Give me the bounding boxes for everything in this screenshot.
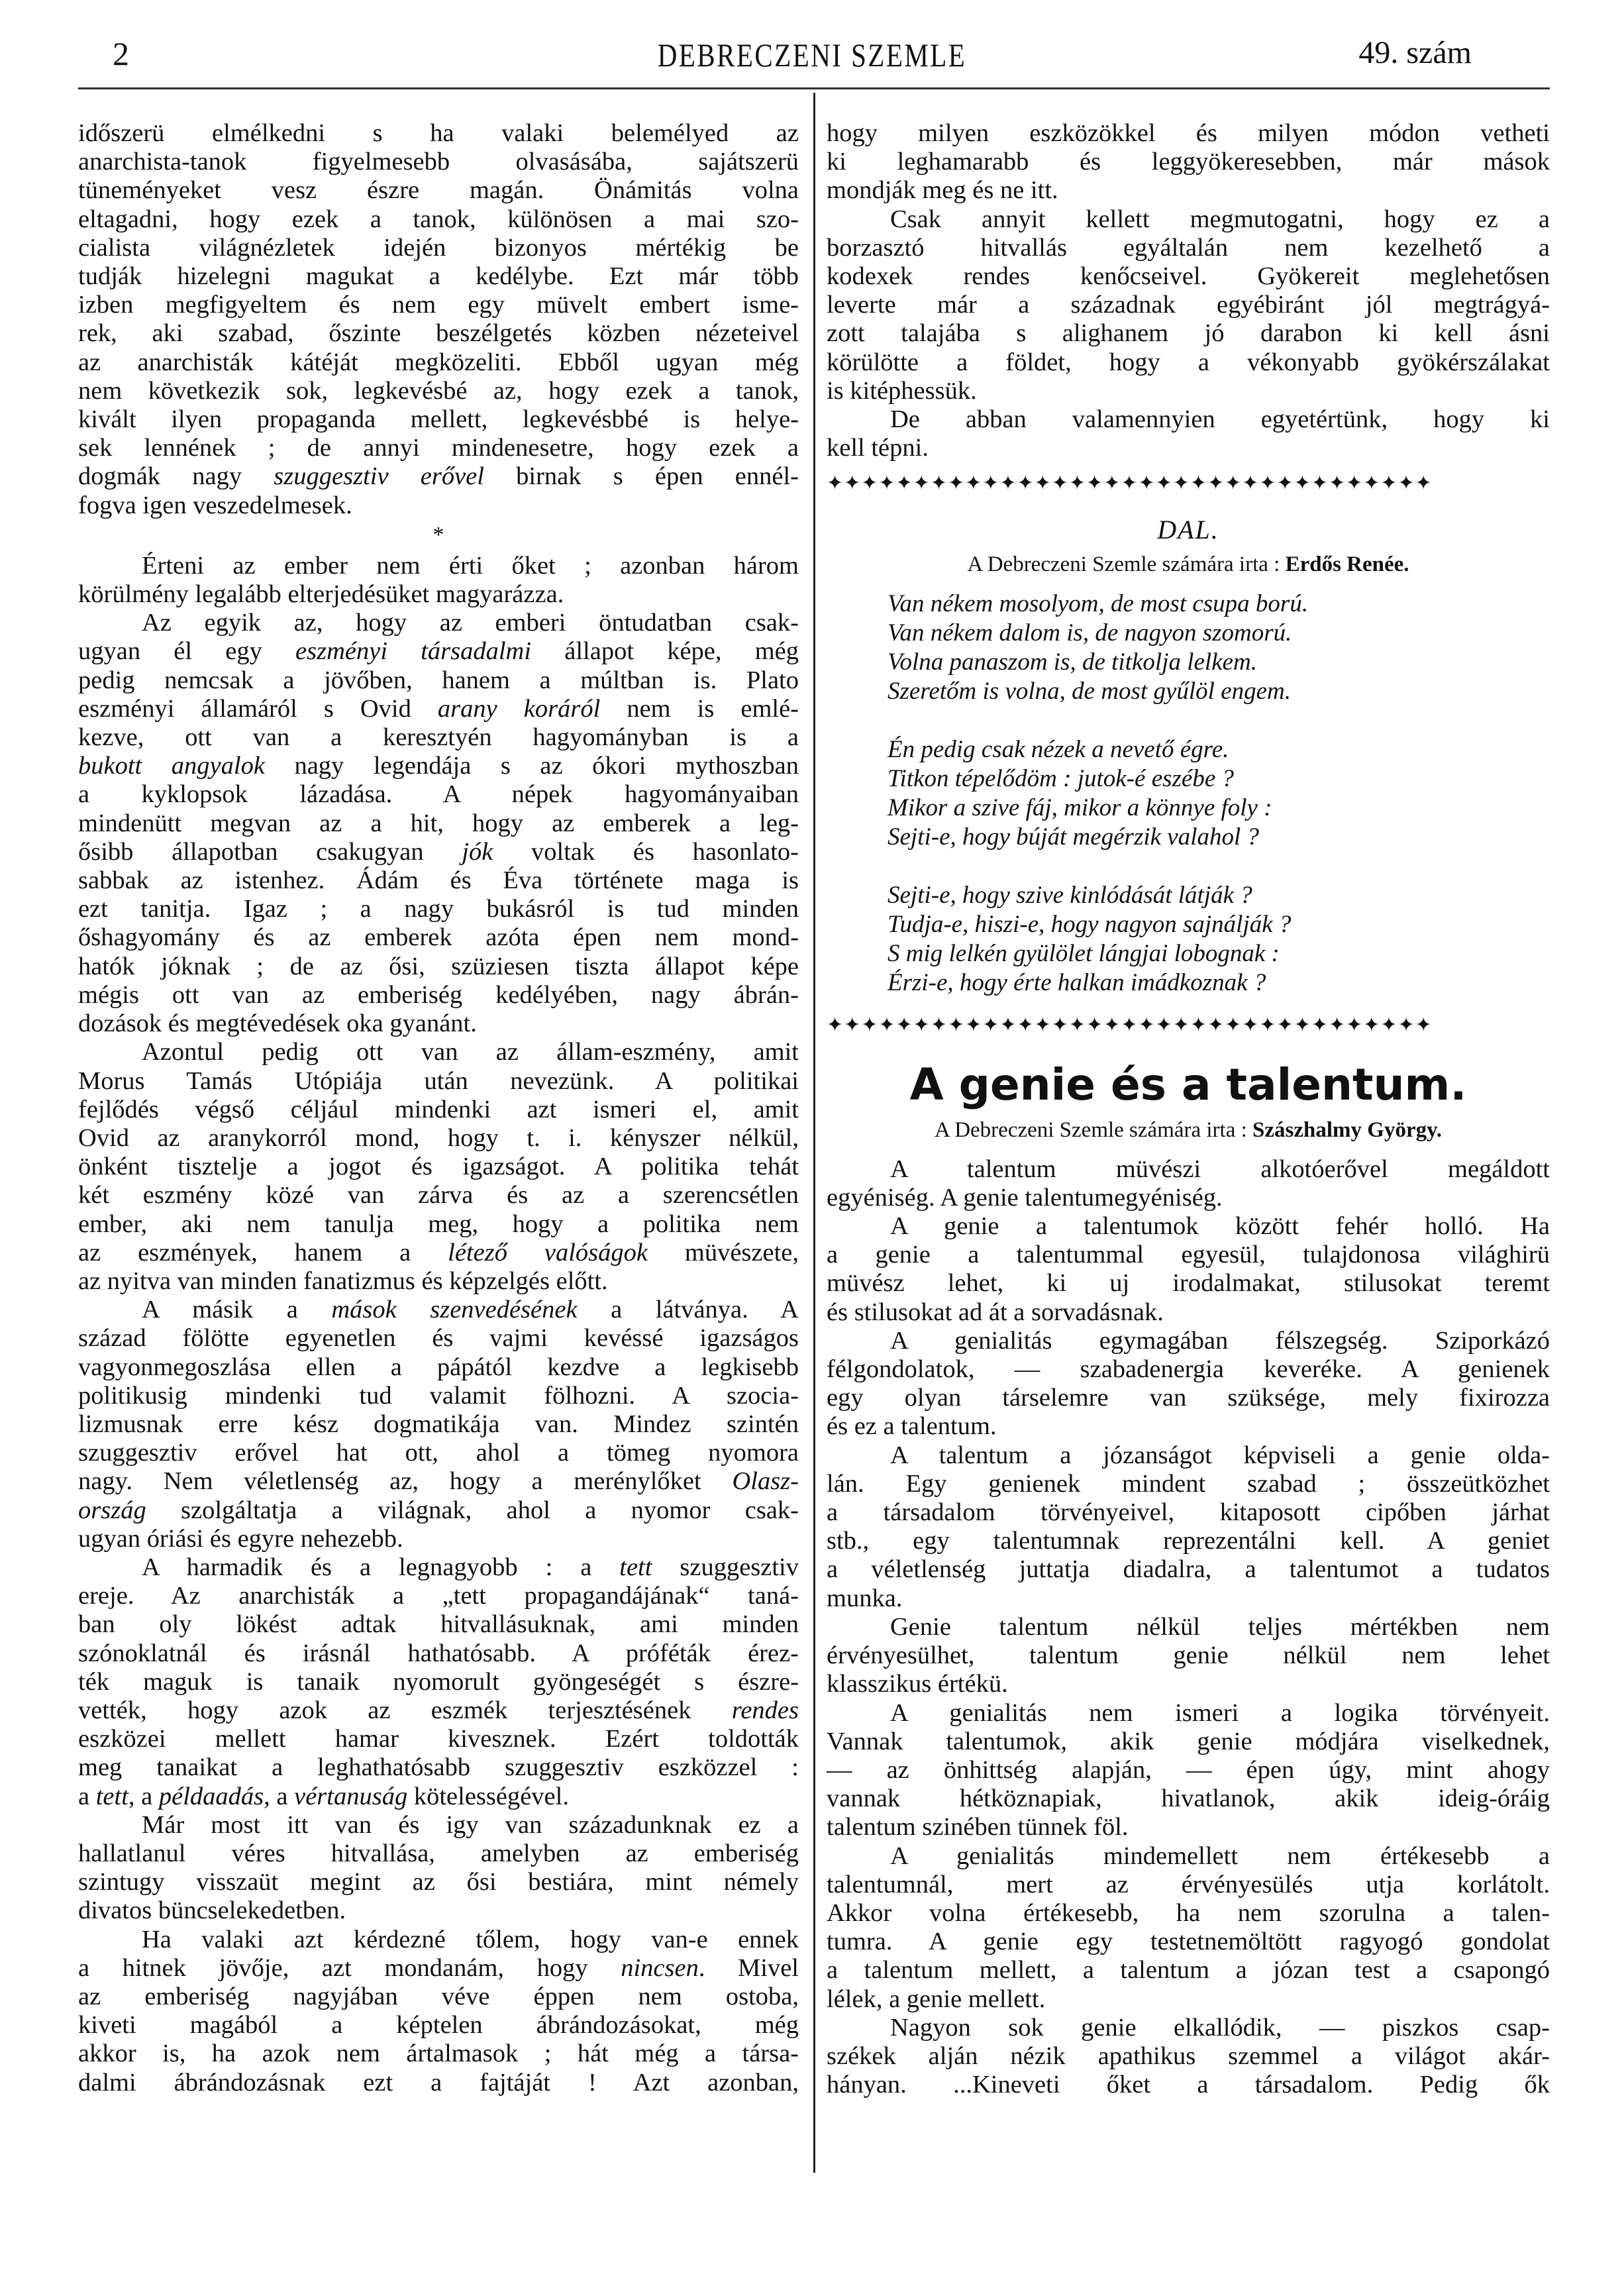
text-line: egyéniség. A genie talentumegyéniség. (827, 1183, 1223, 1212)
article-title: A genie és a talentum. (909, 1059, 1467, 1110)
text-line: és stilusokat ad át a sorvadásnak. (827, 1298, 1164, 1326)
right-column (827, 119, 1550, 2099)
poem-stanza (888, 590, 1550, 706)
byline-prefix: A Debreczeni Szemle számára irta : (967, 552, 1280, 576)
text-line: Csak annyit kellett megmutogatni, hogy ez a (890, 205, 1550, 233)
article-section (827, 1059, 1550, 2100)
text-line: divatos büncselekedetben. (78, 1896, 346, 1925)
text-line: stb., egy talentumnak reprezentálni kell. A geniet (827, 1527, 1550, 1555)
text-line: eszményi államáról s Ovid arany koráról nem is emlé- (78, 694, 799, 723)
paragraph (827, 1441, 1550, 1613)
text-line: szuggesztiv erővel hat ott, ahol a tömeg nyomora (78, 1439, 799, 1467)
text-line: Ovid az aranykorról mond, hogy t. i. kényszer nélkül, (78, 1123, 799, 1152)
poem-line: Érzi-e, hogy érte halkan imádkoznak ? (888, 968, 1266, 996)
ornament-divider: ✦✦✦✦✦✦✦✦✦✦✦✦✦✦✦✦✦✦✦✦✦✦✦✦✦✦✦✦✦✦✦✦✦✦✦ (827, 1013, 1433, 1036)
text-line: bukott angyalok nagy legendája s az ókori mythoszban (78, 752, 799, 780)
text-line: — az önhittség alapján, — épen úgy, mint ahogy (827, 1755, 1550, 1784)
text-line: A másik a mások szenvedésének a látványa. A (142, 1296, 799, 1324)
paragraph (78, 1296, 799, 1553)
text-line: hányan. ...Kineveti őket a társadalom. Pedig ők (827, 2071, 1550, 2099)
text-line: Az egyik az, hogy az emberi öntudatban csak- (142, 609, 799, 637)
paragraph (827, 119, 1550, 205)
text-line: vagyonmegoszlása ellen a pápától kezdve a legkisebb (78, 1353, 799, 1381)
text-line: Már most itt van és igy van századunknak ez a (142, 1810, 799, 1839)
text-line: század fölötte egyenetlen és vajmi kevéssé igazságos (78, 1324, 799, 1353)
text-line: sek lennének ; de annyi mindenesetre, hogy ezek a (78, 434, 799, 462)
text-line: mindenütt megvan az a hit, hogy az emberek a leg- (78, 809, 799, 837)
paragraph (827, 1155, 1550, 1212)
text-line: tüneményeket vesz észre magán. Önámitás volna (78, 176, 799, 205)
text-line: hatók jóknak ; de az ősi, szüziesen tiszta állapot képe (78, 952, 799, 980)
paragraph (78, 1038, 799, 1296)
text-line: talentum szinében tünnek föl. (827, 1813, 1129, 1841)
text-line: körülmény legalább elterjedésüket magyarázza. (78, 580, 564, 609)
text-line: Nagyon sok genie elkallódik, — piszkos csap- (890, 2013, 1550, 2042)
text-line: őshagyomány és az emberek azóta épen nem mond- (78, 923, 799, 952)
text-line: a genie a talentummal egyesül, tulajdonosa világhirü (827, 1241, 1550, 1269)
poem-line: Tudja-e, hiszi-e, hogy nagyon sajnálják ? (888, 910, 1292, 938)
text-line: fogva igen veszedelmesek. (78, 491, 352, 519)
text-line: A genialitás nem ismeri a logika törvényeit. (890, 1698, 1550, 1727)
text-line: a hitnek jövője, azt mondanám, hogy nincsen. Mivel (78, 1953, 799, 1982)
text-line: klasszikus értékü. (827, 1670, 1008, 1698)
text-line: időszerü elmélkedni s ha valaki belemélyed az (78, 119, 799, 147)
text-line: ugyan óriási és egyre nehezebb. (78, 1524, 403, 1553)
text-line: munka. (827, 1584, 903, 1612)
paragraph (78, 1553, 799, 1811)
text-line: A talentum a józanságot képviseli a genie olda- (890, 1441, 1550, 1469)
poem-body (888, 590, 1550, 998)
paragraph (827, 1699, 1550, 1842)
text-line: eltagadni, hogy ezek a tanok, különösen a mai szo- (78, 205, 799, 233)
text-line: az anarchisták kátéját megközeliti. Ebből ugyan még (78, 348, 799, 376)
text-line: lizmusnak erre kész dogmatikája van. Mindez szintén (78, 1410, 799, 1438)
text-line: ősibb állapotban csakugyan jók voltak és hasonlato- (78, 837, 799, 866)
text-line: ember, aki nem tanulja meg, hogy a politika nem (78, 1210, 799, 1238)
paragraph (78, 119, 799, 520)
poem-line: Szeretőm is volna, de most gyűlöl engem. (888, 677, 1292, 705)
paragraph (827, 1613, 1550, 1699)
text-line: a tett, a példaadás, a vértanuság kötelességével. (78, 1782, 569, 1810)
text-line: két eszmény közé van zárva és az a szerencsétlen (78, 1181, 799, 1210)
text-line: izben megfigyeltem és nem egy müvelt embert isme- (78, 291, 799, 319)
text-line: a talentum mellett, a talentum a józan test a csapongó (827, 1956, 1550, 1985)
text-line: az eszmények, hanem a létező valóságok müvészete, (78, 1238, 799, 1267)
text-line: fejlődés végső céljául mindenki azt ismeri el, amit (78, 1095, 799, 1123)
text-line: kodexek rendes kenőcseivel. Gyökereit meglehetősen (827, 262, 1550, 291)
text-line: ban oly lökést adtak hitvallásuknak, ami minden (78, 1610, 799, 1639)
paragraph (78, 1811, 799, 1926)
text-line: nem következik sok, legkevésbé az, hogy ezek a tanok, (78, 376, 799, 405)
text-line: müvész lehet, ki uj irodalmakat, stilusokat teremt (827, 1269, 1550, 1298)
text-line: lélek, a genie mellett. (827, 1985, 1046, 2013)
text-line: dalmi ábrándozásnak ezt a fajtáját ! Azt azonban, (78, 2068, 799, 2097)
poem-line: Mikor a szive fáj, mikor a könnye foly : (888, 794, 1272, 821)
text-line: Érteni az ember nem érti őket ; azonban három (142, 551, 799, 580)
text-line: A genialitás mindemellett nem értékesebb a (890, 1841, 1550, 1870)
text-line: borzasztó hitvallás egyáltalán nem kezelhető a (827, 233, 1550, 262)
text-line: az emberiség nagyjában véve éppen nem ostoba, (78, 1983, 799, 2010)
poem-line: Titkon tépelődöm : jutok-é eszébe ? (888, 764, 1235, 792)
text-line: kiveti magából a képtelen ábrándozásokat, még (78, 2011, 799, 2040)
text-line: A talentum müvészi alkotóerővel megáldott (890, 1155, 1550, 1183)
page-header (0, 34, 1624, 81)
paragraph (827, 405, 1550, 462)
paragraph (827, 1842, 1550, 2014)
text-line: meg tanaikat a leghathatósabb szuggesztiv eszközzel : (78, 1753, 799, 1782)
text-line: kell tépni. (827, 434, 929, 462)
text-line: rek, aki szabad, őszinte beszélgetés közben nézeteivel (78, 319, 799, 348)
text-line: a társadalom törvényeivel, kitaposott cipőben járhat (827, 1498, 1550, 1527)
text-line: eszközei mellett hamar kivesznek. Ezért toldották (78, 1725, 799, 1753)
text-line: pedig nemcsak a jövőben, hanem a múltban is. Plato (78, 666, 799, 694)
paragraph (78, 609, 799, 1038)
column-divider (813, 93, 815, 2173)
text-line: lán. Egy genienek mindent szabad ; összeütközhet (827, 1469, 1550, 1498)
text-line: mégis ott van az emberiség kedélyében, nagy ábrán- (78, 980, 799, 1009)
text-line: ték maguk is tanaik nyomorult gyöngeségét s észre- (78, 1667, 799, 1696)
text-line: Akkor volna értékesebb, ha nem szorulna a talen- (827, 1898, 1550, 1927)
paragraph (827, 205, 1550, 405)
text-line: szónoklatnál és irásnál hathatósabb. A próféták érez- (78, 1639, 799, 1667)
text-line: a kyklopsok lázadása. A népek hagyományaiban (78, 780, 799, 809)
text-line: dozások és megtévedések oka gyanánt. (78, 1010, 477, 1038)
text-line: egy olyan társelemre van szüksége, mely fixirozza (827, 1384, 1550, 1412)
poem-stanza (888, 881, 1550, 998)
text-line: Azontul pedig ott van az állam-eszmény, amit (142, 1038, 799, 1066)
article-continuation (827, 119, 1550, 462)
poem-stanza (888, 735, 1550, 852)
paragraph (827, 1212, 1550, 1327)
text-line: leverte már a századnak egyébiránt jól megtrágyá- (827, 291, 1550, 319)
text-line: ki leghamarabb és leggyökeresebben, már mások (827, 148, 1550, 176)
paragraph (78, 1926, 799, 2097)
poem-line: Én pedig csak nézek a nevető égre. (888, 735, 1229, 763)
poem-line: Van nékem dalom is, de nagyon szomorú. (888, 619, 1292, 647)
text-line: tudják hizelegni magukat a kedélybe. Ezt már több (78, 262, 799, 291)
text-line: akkor is, ha azok nem ártalmasok ; hát még a társa- (78, 2040, 799, 2068)
text-line: nagy. Nem véletlenség az, hogy a merénylőket Olasz- (78, 1467, 799, 1496)
text-line: kezve, ott van a keresztyén hagyományban is a (78, 723, 799, 752)
text-line: ugyan él egy eszményi társadalmi állapot képe, még (78, 637, 799, 666)
text-line: érvényesülhet, talentum genie nélkül nem lehet (827, 1641, 1550, 1670)
text-line: hogy milyen eszközökkel és milyen módon vetheti (827, 119, 1550, 147)
text-line: Vannak talentumok, akik genie módjára viselkednek, (827, 1727, 1550, 1755)
text-line: vették, hogy azok az eszmék terjesztésének rendes (78, 1696, 799, 1724)
paragraph (78, 552, 799, 609)
header-rule (78, 87, 1550, 89)
poem-title: DAL. (1157, 515, 1219, 545)
text-line: A genialitás egymagában félszegség. Sziporkázó (890, 1326, 1550, 1355)
article-author: Szászhalmy György. (1252, 1117, 1443, 1142)
text-line: De abban valamennyien egyetértünk, hogy ki (890, 405, 1550, 434)
text-line: ezt tanitja. Igaz ; a nagy bukásról is tud minden (78, 895, 799, 923)
text-line: zott talajába s alighanem jó darabon ki kell ásni (827, 319, 1550, 348)
text-line: kivált ilyen propaganda mellett, legkevésbbé is helye- (78, 405, 799, 434)
text-line: körülötte a földet, hogy a vékonyabb gyökérszálakat (827, 348, 1550, 376)
section-separator: * (432, 522, 444, 547)
poem-author: Erdős Renée. (1285, 552, 1409, 576)
text-line: a véletlenség juttatja diadalra, a talentumot a tudatos (827, 1555, 1550, 1584)
article-byline (827, 1117, 1550, 1143)
text-line: hallatlanul véres hitvallása, amelyben az emberiség (78, 1839, 799, 1867)
ornament-divider: ✦✦✦✦✦✦✦✦✦✦✦✦✦✦✦✦✦✦✦✦✦✦✦✦✦✦✦✦✦✦✦✦✦✦✦ (827, 472, 1433, 495)
text-line: az nyitva van minden fanatizmus és képzelgés előtt. (78, 1267, 608, 1295)
text-line: önként tisztelje a jogot és igazságot. A politika tehát (78, 1153, 799, 1181)
text-line: mondják meg és ne itt. (827, 176, 1058, 205)
text-line: székek alján nézik apathikus szemmel a világot akár- (827, 2042, 1550, 2070)
poem-section (827, 515, 1550, 997)
text-line: cialista világnézletek idején bizonyos mértékig be (78, 233, 799, 262)
text-line: szintugy visszaüt megint az ősi bestiára, mint némely (78, 1868, 799, 1896)
paragraph (827, 1327, 1550, 1441)
text-line: is kitéphessük. (827, 376, 977, 405)
text-line: ország szolgáltatja a világnak, ahol a nyomor csak- (78, 1496, 799, 1524)
text-line: vannak hétköznapiak, hivatlanok, akik ideig-óráig (827, 1785, 1550, 1813)
text-line: talentumnál, mert az érvényesülés utja korlátolt. (827, 1870, 1550, 1898)
left-column (78, 119, 799, 2097)
poem-line: Volna panaszom is, de titkolja lelkem. (888, 648, 1258, 676)
issue-number: 49. szám (1358, 35, 1472, 70)
text-line: dogmák nagy szuggesztiv erővel birnak s épen ennél- (78, 462, 799, 491)
article-body (827, 1155, 1550, 2100)
text-line: A harmadik és a legnagyobb : a tett szuggesztiv (142, 1553, 799, 1581)
text-line: anarchista-tanok figyelmesebb olvasásába, sajátszerü (78, 148, 799, 176)
poem-byline (827, 551, 1550, 578)
journal-title: DEBRECZENI SZEMLE (657, 36, 967, 74)
text-line: félgondolatok, — szabadenergia keveréke. A genienek (827, 1355, 1550, 1384)
text-line: A genie a talentumok között fehér holló. Ha (890, 1212, 1550, 1241)
page-number: 2 (113, 35, 129, 72)
text-line: Morus Tamás Utópiája után nevezünk. A politikai (78, 1066, 799, 1095)
poem-line: Van nékem mosolyom, de most csupa ború. (888, 590, 1309, 617)
text-line: Ha valaki azt kérdezné tőlem, hogy van-e ennek (142, 1925, 799, 1953)
text-line: tumra. A genie egy testetnemöltött ragyogó gondolat (827, 1928, 1550, 1956)
byline-prefix: A Debreczeni Szemle számára irta : (934, 1117, 1247, 1142)
paragraph (827, 2014, 1550, 2100)
text-line: ereje. Az anarchisták a „tett propagandájának“ taná- (78, 1582, 799, 1610)
poem-line: Sejti-e, hogy búját megérzik valahol ? (888, 823, 1260, 851)
poem-line: Sejti-e, hogy szive kinlódását látják ? (888, 881, 1252, 909)
poem-line: S mig lelkén gyülölet lángjai lobognak : (888, 939, 1280, 967)
text-line: politikusig mindenki tud valamit fölhozni. A szocia- (78, 1381, 799, 1410)
text-line: sabbak az istenhez. Ádám és Éva története maga is (78, 866, 799, 895)
text-line: Genie talentum nélkül teljes mértékben nem (890, 1612, 1550, 1641)
text-line: és ez a talentum. (827, 1412, 997, 1441)
